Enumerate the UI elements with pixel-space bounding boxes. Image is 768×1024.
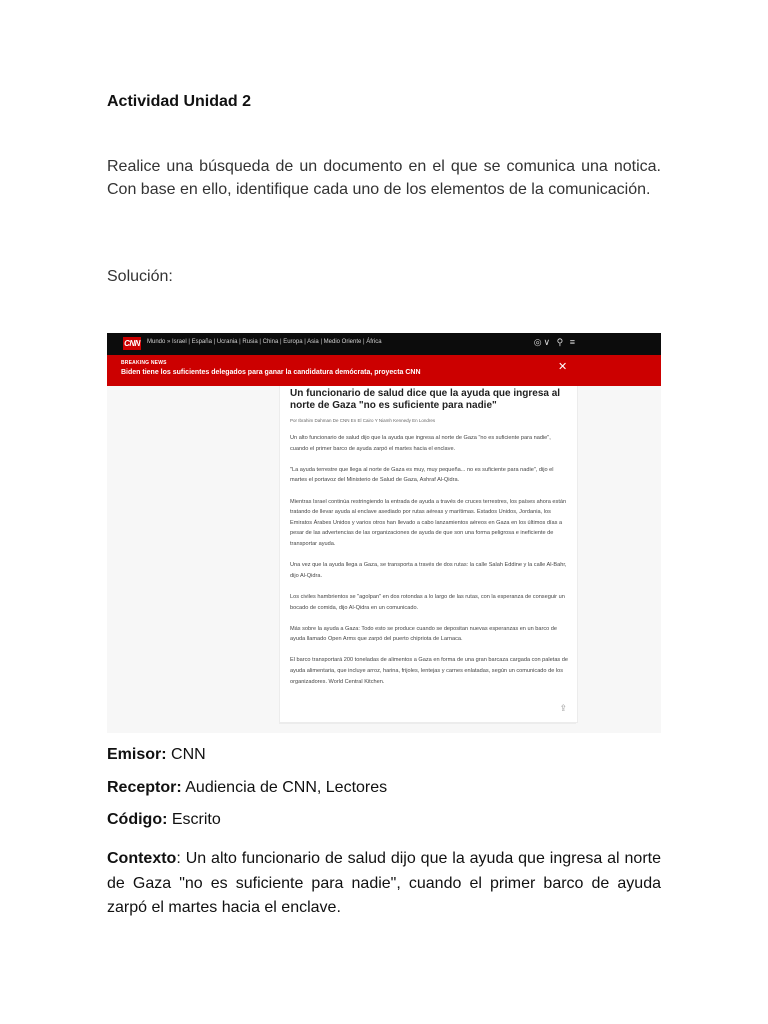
close-icon: ✕ xyxy=(558,361,568,373)
article-byline: Por Ibrahim Dahman De CNN En El Cairo Y Niamh Kennedy En Londres xyxy=(290,418,436,423)
codigo-line xyxy=(107,811,221,829)
article-body xyxy=(290,433,568,698)
breaking-news-text: Biden tiene los suficientes delegados para ganar la candidatura demócrata, proyecta CNN xyxy=(121,369,421,376)
article-paragraph: Un alto funcionario de salud dijo que la ayuda que ingresa al norte de Gaza "no es suficiente para nadie", cuando el primer barco de ayuda zarpó el martes hacia el enclave. xyxy=(290,435,551,452)
contexto-paragraph xyxy=(107,847,661,921)
article-paragraph: El barco transportará 200 toneladas de alimentos a Gaza en forma de una gran barcaza cargada con paletas de ayuda alimentaria, que incluye arroz, harina, frijoles, lentejas y carnes enlatadas, según un comunicado de los organizadores. World Central Kitchen. xyxy=(290,657,568,685)
breaking-news-label: BREAKING NEWS xyxy=(121,360,167,366)
cnn-logo: CNN xyxy=(124,339,140,348)
article-paragraph: Mientras Israel continúa restringiendo la entrada de ayuda a través de cruces terrestres, los países ahora están tratando de llevar ayuda al enclave asediado por rutas aéreas y marítimas. Estados Unidos, Jordania, los Emiratos Árabes Unidos y varios otros han llevado a cabo lanzamientos aéreos en Gaza en los últimos días a pesar de las advertencias de las organizaciones de ayuda de que son una forma peligrosa e ineficiente de transportar ayuda. xyxy=(290,498,567,547)
card-divider xyxy=(279,723,576,730)
receptor-value: Audiencia de CNN, Lectores xyxy=(181,779,388,796)
cnn-navbar xyxy=(107,333,661,355)
codigo-value: Escrito xyxy=(167,811,221,828)
nav-links: Mundo » Israel | España | Ucrania | Rusia | China | Europa | Asia | Medio Oriente | África xyxy=(147,339,382,345)
emisor-value: CNN xyxy=(166,746,206,763)
contexto-label: Contexto xyxy=(107,850,177,867)
solution-label: Solución: xyxy=(107,268,173,285)
article-paragraph: Los civiles hambrientos se "agolpan" en dos rotondas a lo largo de las rutas, con la esperanza de conseguir un bocado de comida, dijo Al-Qidra en un comunicado. xyxy=(290,593,565,611)
article-paragraph: Una vez que la ayuda llega a Gaza, se transporta a través de dos rutas: la calle Salah Eddine y la calle Al-Bahr, dijo Al-Qidra. xyxy=(290,562,567,579)
article-paragraph: Más sobre la ayuda a Gaza: Todo esto se produce cuando se depositan nuevas esperanzas en un barco de ayuda llamado Open Arms que zarpó del puerto chipriota de Larnaca. xyxy=(290,625,558,643)
share-icon: ⇪ xyxy=(559,703,567,713)
article-headline: Un funcionario de salud dice que la ayuda que ingresa al norte de Gaza "no es suficiente para nadie" xyxy=(290,388,561,411)
receptor-label: Receptor: xyxy=(107,779,182,796)
breaking-news-banner xyxy=(107,355,661,386)
news-screenshot xyxy=(107,333,661,733)
page-title: Actividad Unidad 2 xyxy=(107,93,252,110)
article-paragraph: "La ayuda terrestre que llega al norte de Gaza es muy, muy pequeña... no es suficiente para nadie", dijo el martes el portavoz del Ministerio de Salud de Gaza, Ashraf Al-Qidra. xyxy=(290,466,554,484)
contexto-value: : Un alto funcionario de salud dijo que la ayuda que ingresa al norte de Gaza "no es suficiente para nadie", cuando el primer barco de ayuda zarpó el martes hacia el enclave. xyxy=(107,850,661,916)
nav-icons: ◎∨ ⚲ ≡ xyxy=(533,337,577,347)
emisor-line xyxy=(107,746,206,764)
codigo-label: Código: xyxy=(107,811,168,828)
receptor-line xyxy=(107,779,387,797)
instructions-paragraph: Realice una búsqueda de un documento en el que se comunica una notica. Con base en ello, identifique cada uno de los elementos de la comunicación. xyxy=(107,158,661,198)
article-card xyxy=(279,386,578,723)
emisor-label: Emisor: xyxy=(107,746,167,763)
